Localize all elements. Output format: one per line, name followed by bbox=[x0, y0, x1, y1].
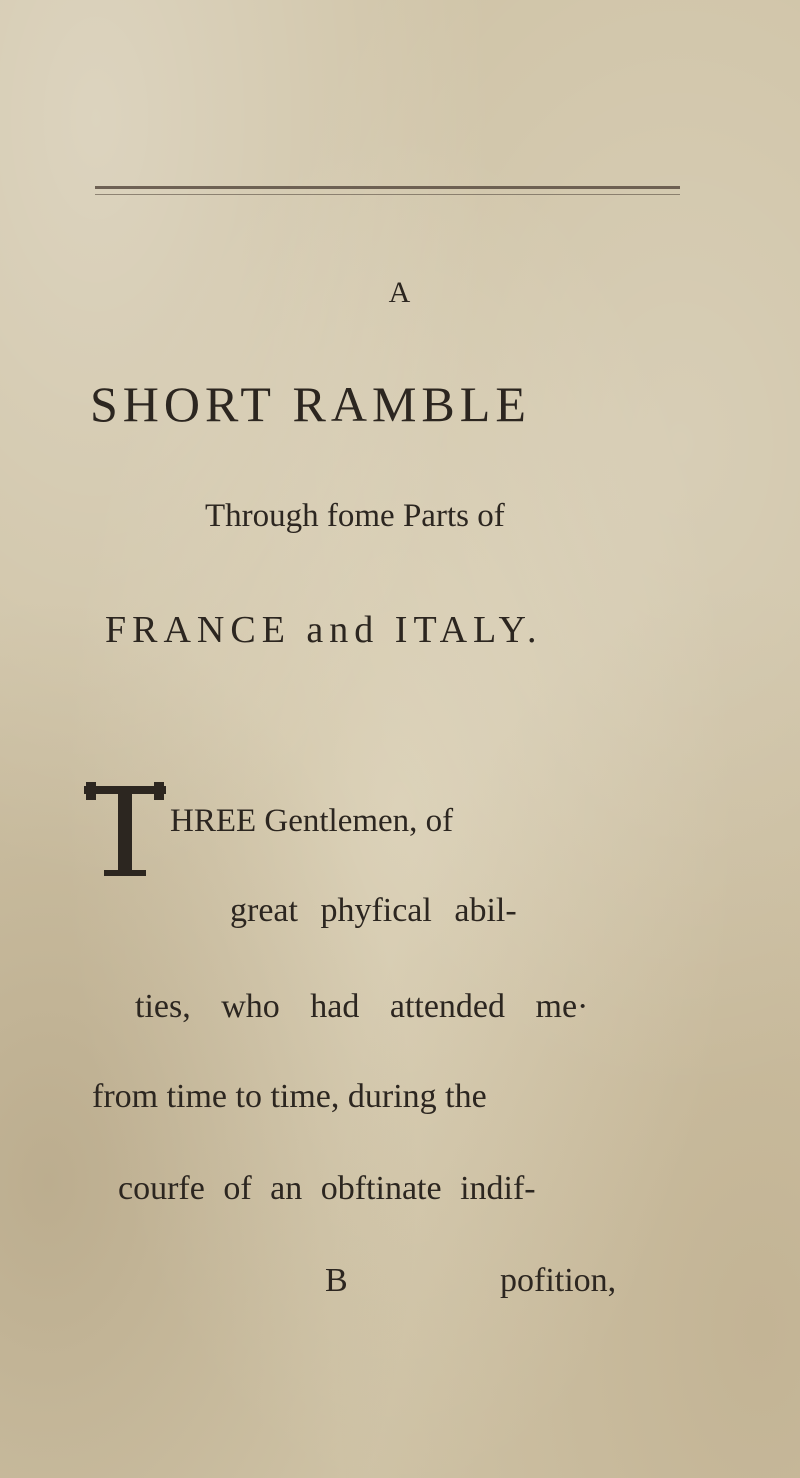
article-letter: A bbox=[388, 276, 412, 309]
title-rule-thin bbox=[95, 194, 680, 195]
text-line-3: ties, who had attended me· bbox=[135, 988, 589, 1025]
signature-mark: B bbox=[325, 1262, 348, 1299]
title-rule-thick bbox=[95, 186, 680, 189]
text-line-5: courfe of an obftinate indif- bbox=[118, 1170, 536, 1207]
text-line-1: HREE Gentlemen, of bbox=[170, 803, 454, 839]
page-subtitle: Through fome Parts of bbox=[205, 498, 505, 534]
countries-heading: FRANCE and ITALY. bbox=[105, 609, 543, 651]
catchword: pofition, bbox=[500, 1262, 617, 1299]
page-title: SHORT RAMBLE bbox=[90, 376, 531, 432]
dropcap-t-icon bbox=[82, 778, 168, 888]
text-line-2: great phyfical abil- bbox=[230, 892, 517, 929]
text-line-4: from time to time, during the bbox=[92, 1078, 487, 1115]
